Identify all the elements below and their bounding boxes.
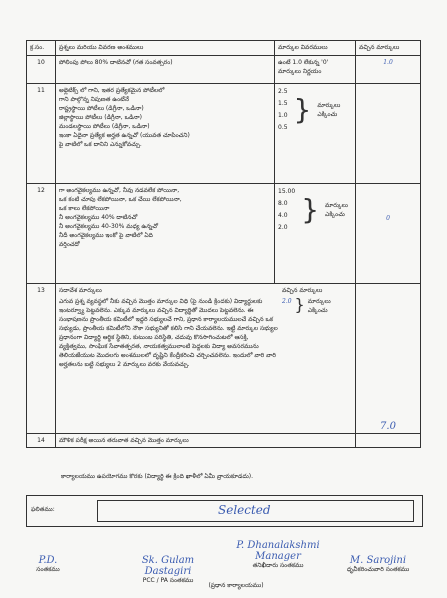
signature-handwritten: Sk. Gulam Dastagiri bbox=[141, 555, 195, 577]
row-marks-detail: ఉంటే 1.0 లేకున్న '0' మార్కులు నిర్ణయం bbox=[275, 56, 356, 84]
row-marks-given bbox=[356, 434, 421, 448]
header-marks-detail: మార్కుల వివరములు bbox=[275, 41, 356, 56]
row-marks-detail bbox=[275, 84, 356, 184]
row-marks-given: 1.0 bbox=[356, 56, 421, 84]
result-label: ఫలితము: bbox=[31, 506, 55, 513]
signature-handwritten: M. Sarojini bbox=[349, 555, 407, 566]
header-marks-given: వచ్చిన మార్కులు bbox=[356, 41, 421, 56]
header-question: ప్రశ్నలు మరియు వివరణ అంశములు bbox=[56, 41, 275, 56]
table-row bbox=[27, 284, 421, 434]
row-line: ఒక కంటి చూపు లేకపోయినా, ఒక చేయి లేకపోయినా, bbox=[59, 196, 182, 203]
row-marks-given bbox=[356, 84, 421, 184]
row-line: నీ అంగవైకల్యము 40-30% మధ్య ఉన్నచో bbox=[59, 223, 158, 230]
marks-list: 2.5 1.5 1.0 0.5 bbox=[278, 88, 288, 131]
row-line: గాని పాల్గొన్న నిపుణత ఉంటేనే bbox=[59, 96, 129, 103]
row-line: నీ అంగవైకల్యము 40% దాటినచో bbox=[59, 214, 138, 221]
header-row bbox=[27, 41, 421, 56]
marks-label: మార్కులు ఎక్కించు bbox=[325, 202, 348, 218]
office-use-note: కార్యాలయము ఉపయోగము కొరకు (విద్యార్థి ఈ క్రింది ఖాళీలో ఏమీ వ్రాయకూడదు). bbox=[61, 473, 254, 480]
row-number: 14 bbox=[27, 434, 56, 448]
signature-block bbox=[228, 540, 328, 570]
row-line: వర్తించదో bbox=[59, 241, 80, 248]
table-row bbox=[27, 84, 421, 184]
row-question bbox=[56, 284, 356, 434]
marks-label: మార్కులు ఎక్కించు bbox=[317, 102, 341, 118]
brace-glyph: } bbox=[301, 193, 320, 226]
row-marks: 2.0 bbox=[282, 298, 292, 305]
signature-handwritten: P.D. bbox=[38, 555, 58, 566]
row-body: ఎగువ ప్రశ్న వ్యవస్థలో నీకు వచ్చిన మొత్తం మార్కుల విధి (పై నుండి క్రిందకు) విద్యార్థులకు ఇంటర్వ్యూ పెట్టవలెను. ఎక్కువ మార్కులు వచ్చిన విద్యార్థితో మొదలు పెట్టవలెను. ఈ సంభాషణను ప్రాంతీయ కమిటీలో ఇద్దరి సభ్యులచే గాని, ప్రధాన కార్యాలయములచే వచ్చిన ఒక సభ్యుడు, ప్రాంతీయ కమిటీలోని నౌకా సభ్యునితో కలిసి గాని చేయవలెను. ఇట్టి మార్కుల సభ్యుల ప్రధానంగా విద్యార్థి ఆర్థిక స్థితిని, కుటుంబ పరిస్థితి, చదువు కొనసాగించుటలో ఆసక్తి, వ్యక్తిత్వము, సాంఘిక సేవాతత్పరత, నాయకత్వములాంటి పెద్దలకు విద్యా అవసరమును తెలియజేయుట మొదలగు అంశములలో దృష్టిని కేంద్రీకరించి చర్చించవలెను. ఇందులో వారి వారి అర్హతలను బట్టి సభ్యులు 2 మార్కులు వరకు వేయవచ్చు. bbox=[59, 298, 278, 368]
signature-label: సంతకము bbox=[36, 566, 60, 573]
marks-list: 15.00 8.0 4.0 2.0 bbox=[278, 188, 296, 231]
signature-label: PCC / PA సంతకము bbox=[142, 577, 194, 584]
row-marks-given: 7.0 bbox=[356, 284, 421, 434]
header-sno: క్ర.సం. bbox=[27, 41, 56, 56]
table-row bbox=[27, 434, 421, 448]
office-note: (ప్రధాన కార్యాలయము) bbox=[208, 582, 264, 589]
row-question: మౌళిక పరీక్ష అయిన తరువాత వచ్చిన మొత్తం మార్కులు bbox=[56, 434, 356, 448]
document-page bbox=[6, 10, 441, 595]
row-number: 10 bbox=[27, 56, 56, 84]
row-question: పోలింపు పోలు 80% దాటినచో (గత సంవత్సరం) bbox=[56, 56, 275, 84]
row-title: సదావేశ మార్కులు bbox=[59, 287, 102, 294]
marks-label: మార్కులు ఎక్కించు bbox=[307, 298, 331, 314]
row-marks-given: 0 bbox=[356, 184, 421, 284]
row-subhead: వచ్చిన మార్కులు bbox=[282, 287, 323, 294]
row-line: మండలస్థాయి పోటీలు (డిగ్రీనా, ఒడినా) bbox=[59, 123, 150, 130]
row-line: జిల్లాస్థాయి పోటీలు (డిగ్రీనా, ఒడినా) bbox=[59, 114, 142, 121]
table-row bbox=[27, 184, 421, 284]
row-line: ఒక కాలు లేకపోయినా bbox=[59, 205, 110, 212]
signature-block bbox=[118, 555, 218, 585]
row-number: 11 bbox=[27, 84, 56, 184]
brace-glyph: } bbox=[293, 93, 312, 126]
signature-handwritten: P. Dhanalakshmi Manager bbox=[236, 540, 320, 562]
marks-table bbox=[26, 40, 421, 448]
row-line: పై వాటిలో ఒక దానిని ఎన్నుకోవచ్చు. bbox=[59, 141, 142, 148]
result-field bbox=[97, 500, 414, 522]
signature-label: తనిఖీదారు సంతకము bbox=[252, 562, 304, 569]
row-number: 13 bbox=[27, 284, 56, 434]
result-box bbox=[26, 495, 423, 527]
signature-block bbox=[328, 555, 428, 574]
row-line: గా అంగవైకల్యము ఉన్నచో, నీవు నడవలేక పోయినా, bbox=[59, 187, 180, 194]
row-line: రాష్ట్రస్థాయి పోటీలు (డిగ్రీనా, ఒడినా) bbox=[59, 105, 144, 112]
row-question bbox=[56, 84, 275, 184]
brace-glyph: } bbox=[294, 295, 305, 314]
row-marks-detail bbox=[275, 184, 356, 284]
row-question bbox=[56, 184, 275, 284]
row-number: 12 bbox=[27, 184, 56, 284]
signature-label: ధృవీకరించువారి సంతకము bbox=[346, 566, 410, 573]
row-line: అథ్లెటిక్స్ లో గాని, ఇతర ప్రత్యేకమైన పోటీలలో bbox=[59, 87, 165, 94]
row-line: నీదీ అంగవైకల్యము ఇంకో పై వాటిలో ఏది bbox=[59, 232, 153, 239]
row-line: ఇంకా ఏదైనా ప్రత్యేక అర్హత ఉన్నచో (యువత చూపించని) bbox=[59, 132, 190, 139]
result-value: Selected bbox=[218, 503, 271, 517]
signature-block bbox=[18, 555, 78, 574]
table-row bbox=[27, 56, 421, 84]
